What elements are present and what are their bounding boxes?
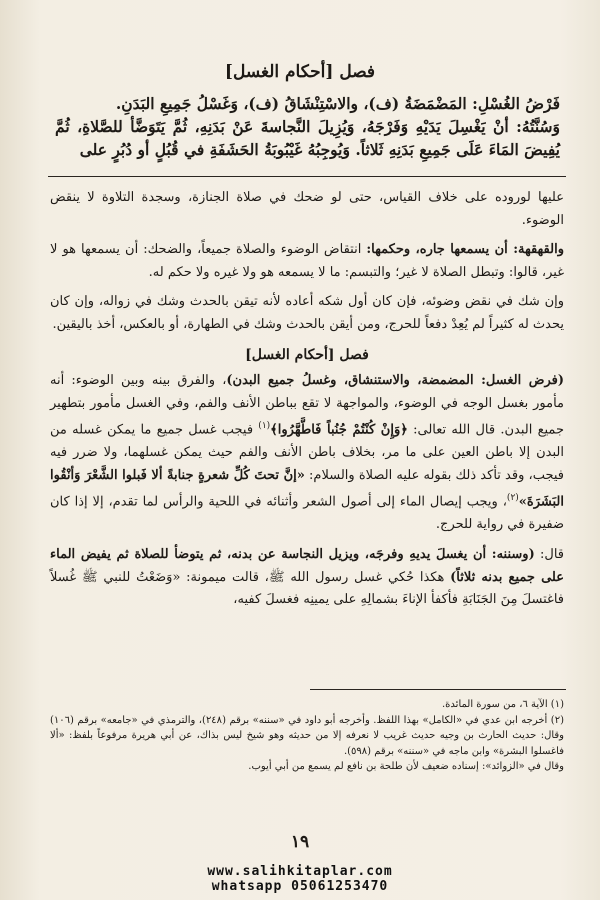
- quran-verse: ﴿وَإِنْ كُنْتُمْ جُنُباً فَاطَّهَّرُوا﴾: [270, 422, 408, 438]
- commentary-paragraph: وإن شك في نقض وضوئه، فإن كان أول شكه أعاده لأنه تيقن بالحدث وشك في زواله، وإن كان يحدث له كثيراً لم يُعِدْ دفعاً للحرج، ومن أيقن بالحدث وشك في الطهارة، أو بالعكس، أخذ باليقين.: [50, 294, 564, 332]
- commentary-paragraph: قال: (وسننه: أن يغسلَ يديهِ وفرجَه، ويزيل النجاسة عن بدنه، ثم يتوضأ للصلاة ثم يفيض الماء على جميع بدنه ثلاثاً) هكذا حُكي غسل رسول الله ﷺ، قالت ميمونة: «وَضَعْتُ للنبي ﷺ غُسلاً فاغتسلَ مِنَ الجَنَابَةِ فأكفأ الإناءَ بشمالِهِ على يمينِه فغسلَ كفيه،: [50, 546, 564, 608]
- commentary-lead: (فرض الغسل: المضمضة، والاستنشاق، وغسلُ جميع البدن): [226, 373, 564, 389]
- page-number: ١٩: [290, 832, 310, 852]
- commentary-section-title: فصل [أحكام الغسل]: [245, 346, 369, 363]
- hadith-quote: «إنَّ تحتَ كُلِّ شعرةٍ جنابةً ألا فَبلوا الشَّعْرَ وَأنْقُوا البَشَرَةَ»: [50, 467, 564, 510]
- footnote-ref: (١): [258, 421, 271, 432]
- commentary-paragraph: (فرض الغسل: المضمضة، والاستنشاق، وغسلُ جميع البدن)، والفرق بينه وبين الوضوء: أنه مأمور بغسل الوجه في الوضوء، والمواجهة لا تقع بباطن الأنف والفم، وفي الغسل مأمور بتطهير جميع البدن. قال الله تعالى: ﴿وَإِنْ كُنْتُمْ جُنُباً فَاطَّهَّرُوا﴾$^{(١)}$ فيجب غسل جميع ما يمكن غسله من البدن إلا باطن العين على ما مر، بخلاف باطن الأنف والفم حيث يمكن غسلهما، ولا ضرر فيه فيجب، وقد تأكد ذلك بقوله عليه الصلاة والسلام: «إنَّ تحتَ كُلِّ شعرةٍ جنابةً ألا فَبلوا الشَّعْرَ وَأنْقُوا البَشَرَةَ»$^{(٢)}$، ويجب إيصال الماء إلى أصول الشعر وأثنائه في اللحية والرأس لما تقدم، إلا إذا كان ضفيرة في رواية للحرج.: [50, 373, 564, 533]
- matn-line-fard: فَرْضُ الغُسْلِ: المَضْمَضَةُ (ف)، والاسْتِنْشَاقُ (ف)، وَغَسْلُ جَمِيعِ البَدَنِ.: [115, 94, 560, 113]
- commentary-lead: والقهقهة: أن يسمعها جاره، وحكمها:: [366, 242, 564, 258]
- commentary-lead: (وسننه: أن يغسلَ يديهِ وفرجَه، ويزيل النجاسة عن بدنه، ثم يتوضأ للصلاة ثم يفيض الماء على جميع بدنه ثلاثاً): [50, 546, 564, 585]
- footnote-item: (٢) أخرجه ابن عدي في «الكامل» بهذا اللفظ. وأخرجه أبو داود في «سننه» برقم (٢٤٨)، والترمذي في «جامعه» برقم (١٠٦) وقال: حديث الحارث بن وجيه حديث غريب لا نعرفه إلا من حديثه وهو شيخ ليس بذاك، عن أبي هريرة مرفوعاً بلفظ: «ألا فاغسلوا البشرة» وابن ماجه في «سننه» برقم (٥٩٨).: [50, 714, 564, 757]
- matn-line-sunan: وَسُنَّتُهُ: أنْ يَغْسِلَ يَدَيْهِ وَفَرْجَهُ، وَيُزِيلَ النَّجاسةَ عَنْ بَدَنِهِ، ثُمَّ يَتَوَضَّأ للصَّلاةِ، ثُمَّ يُفِيضَ المَاءَ عَلَى جَمِيعِ بَدَنِهِ ثَلاثاً. وَيُوجِبُهُ غَيْبُوبَةُ الحَشَفَةِ في قُبُلٍ أو دُبُرٍ على: [55, 117, 560, 159]
- commentary-paragraph: عليها لوروده على خلاف القياس، حتى لو ضحك في صلاة الجنازة، وسجدة التلاوة لا ينقض الوضوء.: [50, 190, 564, 228]
- watermark-site: www.salihkitaplar.com: [207, 864, 393, 879]
- commentary-paragraph: والقهقهة: أن يسمعها جاره، وحكمها: انتقاض الوضوء والصلاة جميعاً، والضحك: أن يسمعها هو لا غير، قالوا: وتبطل الصلاة لا غير؛ والتبسم: ما لا يسمعه هو ولا غيره ولا حكم له.: [50, 242, 564, 280]
- footnote-item: (١) الآية ٦، من سورة المائدة.: [442, 699, 564, 710]
- footnotes: [50, 697, 564, 775]
- footnote-divider: [310, 689, 566, 690]
- footnote-ref: (٢): [506, 493, 519, 504]
- matn-text: [55, 92, 560, 161]
- footnote-item: وقال في «الزوائد»: إسناده ضعيف لأن طلحة بن نافع لم يسمع من أبي أيوب.: [248, 761, 564, 772]
- watermark-phone: whatsapp 05061253470: [211, 879, 389, 894]
- matn-divider: [48, 176, 566, 177]
- commentary-text: [50, 187, 564, 619]
- section-title: فصل [أحكام الغسل]: [224, 62, 376, 82]
